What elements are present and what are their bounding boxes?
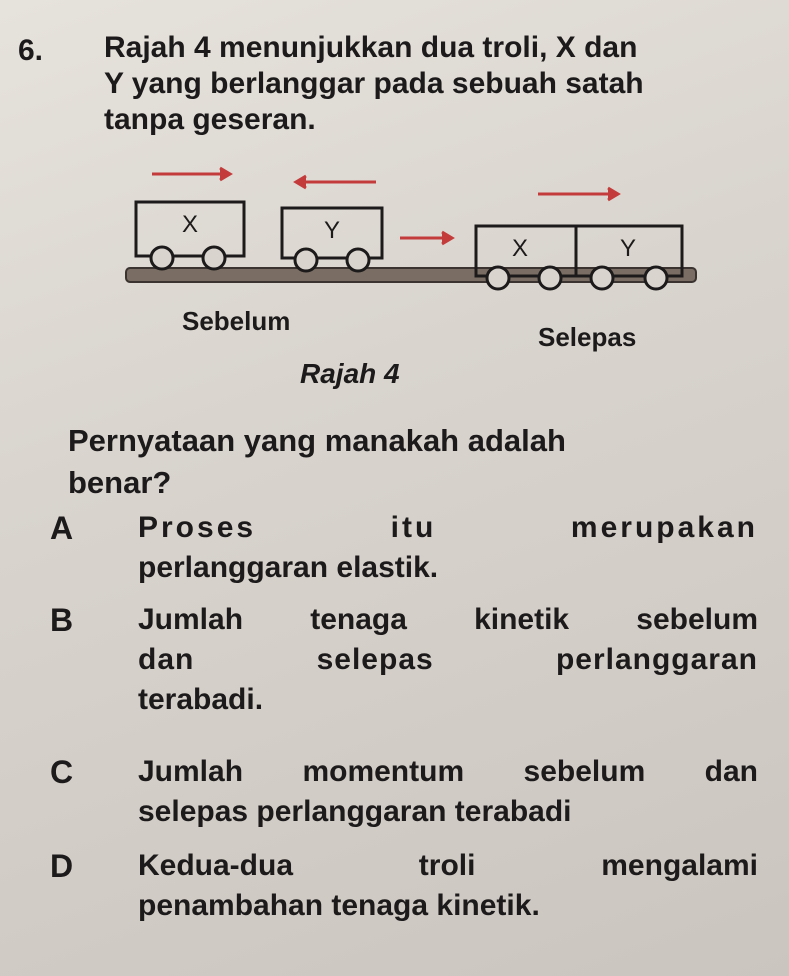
prompt-line: Pernyataan yang manakah adalah <box>68 423 566 458</box>
arrow-right-icon-x-before <box>152 168 230 180</box>
option-letter: D <box>50 848 74 884</box>
collision-diagram <box>120 160 700 360</box>
after-caption: Selepas <box>538 322 637 352</box>
arrow-right-icon-after <box>538 188 618 200</box>
option-text <box>138 600 758 720</box>
option-letter: B <box>50 602 74 638</box>
before-caption: Sebelum <box>182 306 291 336</box>
option-line: Proses itu merupakan <box>138 511 758 544</box>
option-line: selepas perlanggaran terabadi <box>138 795 572 828</box>
option-line: perlanggaran elastik. <box>138 551 439 584</box>
arrow-left-icon-y-before <box>296 176 376 188</box>
option-text <box>138 508 758 588</box>
option-line: Kedua-dua troli mengalami <box>138 849 758 882</box>
stem-line: tanpa geseran. <box>104 103 316 136</box>
trolley-y-label-after: Y <box>620 235 637 262</box>
option-text <box>138 752 758 832</box>
prompt-line: benar? <box>68 465 172 500</box>
trolley-x-label: X <box>182 211 199 238</box>
stem-line: Y yang berlanggar pada sebuah satah <box>104 67 644 100</box>
option-line: dan selepas perlanggaran <box>138 643 758 676</box>
question-stem <box>104 30 764 138</box>
arrow-right-icon-transition <box>400 232 452 244</box>
trolley-y-label: Y <box>324 217 341 244</box>
option-letter: A <box>50 510 74 546</box>
stem-line: Rajah 4 menunjukkan dua troli, X dan <box>104 31 638 64</box>
option-line: terabadi. <box>138 683 264 716</box>
option-line: Jumlah tenaga kinetik sebelum <box>138 603 758 636</box>
option-line: penambahan tenaga kinetik. <box>138 889 540 922</box>
trolley-x-label-after: X <box>512 235 529 262</box>
option-text <box>138 846 758 926</box>
question-number: 6. <box>18 34 44 67</box>
figure-label: Rajah 4 <box>300 358 400 389</box>
option-line: Jumlah momentum sebelum dan <box>138 755 758 788</box>
question-prompt <box>68 420 758 504</box>
option-letter: C <box>50 754 74 790</box>
